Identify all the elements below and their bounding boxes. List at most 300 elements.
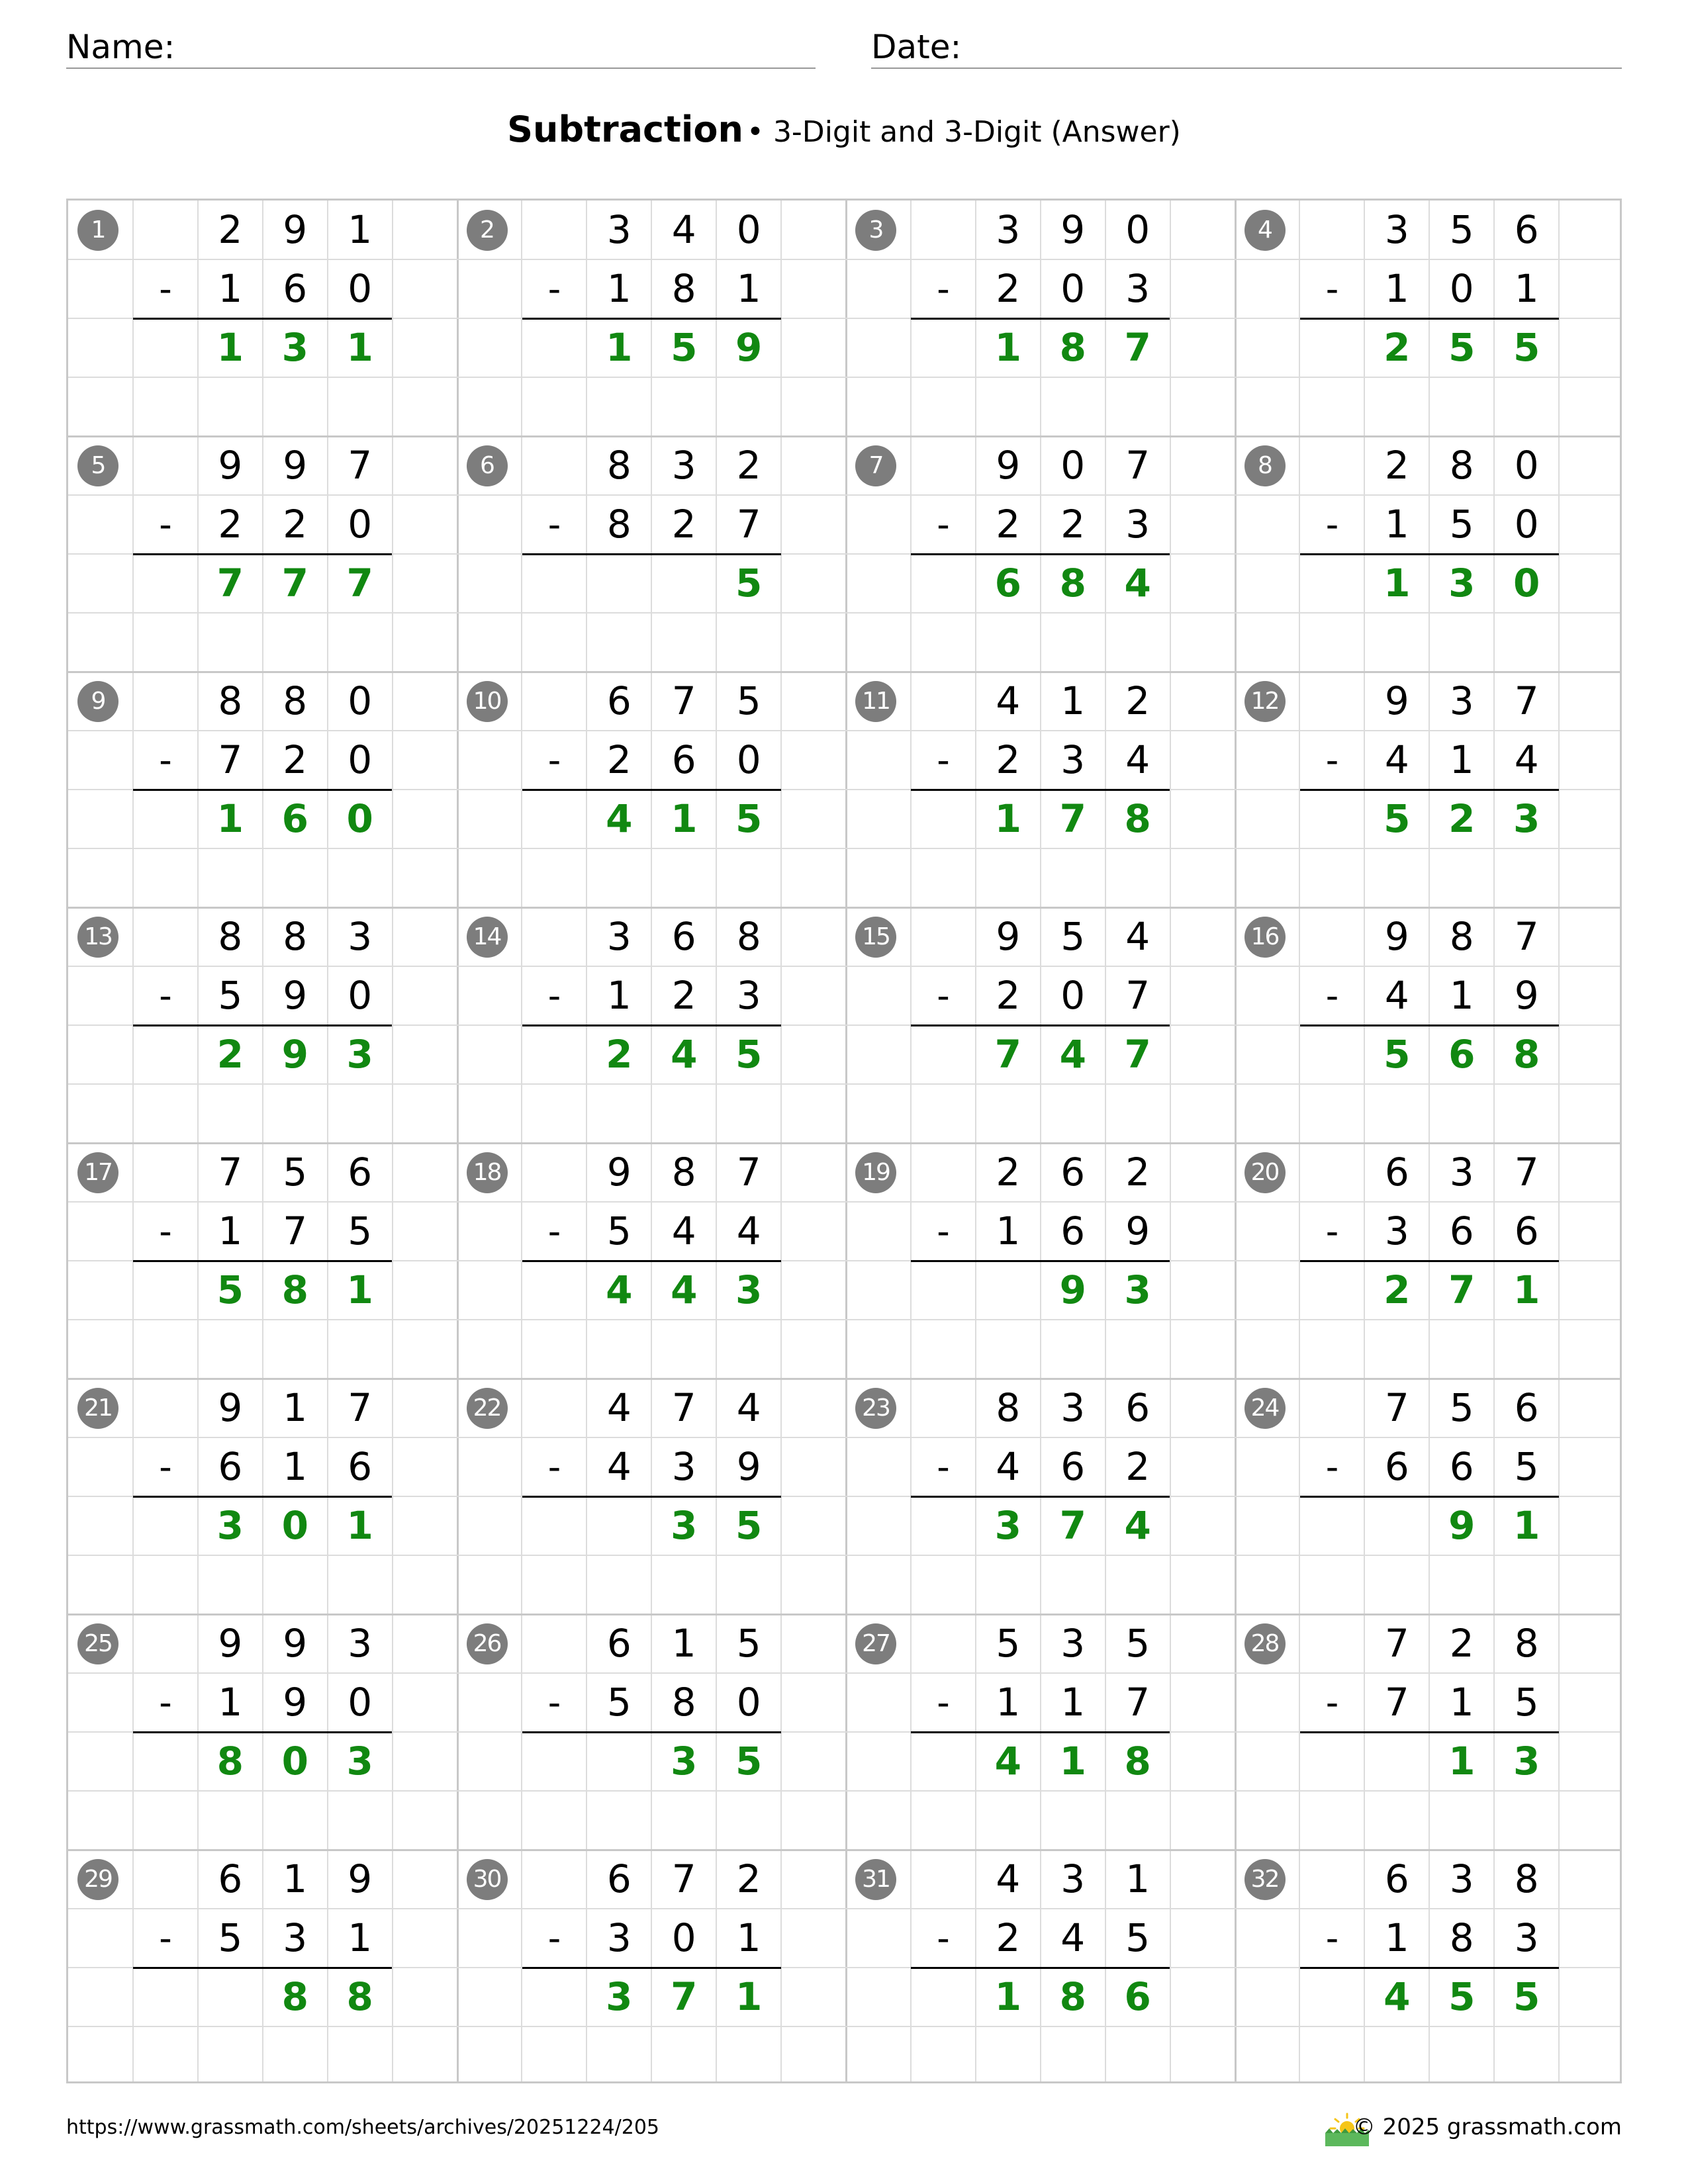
minuend-digit: 3 <box>1060 1385 1086 1430</box>
subtrahend-digit: 0 <box>736 737 761 782</box>
minuend-digit: 6 <box>1060 1150 1086 1195</box>
problem-number-badge: 15 <box>855 917 896 958</box>
minus-sign: - <box>937 504 950 545</box>
minuend-digit: 3 <box>348 1621 373 1666</box>
subtrahend-digit: 4 <box>1125 737 1150 782</box>
problem-number-badge: 1 <box>77 210 118 251</box>
subtrahend-digit: 9 <box>283 1680 308 1725</box>
problem-number-badge: 11 <box>855 681 896 722</box>
subtrahend-digit: 5 <box>606 1680 632 1725</box>
minuend-digit: 7 <box>1384 1385 1409 1430</box>
subtrahend-digit: 8 <box>1449 1915 1474 1960</box>
minus-sign: - <box>1325 268 1339 310</box>
problem <box>846 436 1235 672</box>
problem-number-badge: 5 <box>77 445 118 486</box>
minuend-digit: 0 <box>1514 443 1539 488</box>
subtrahend-digit: 0 <box>1449 266 1474 311</box>
problem-number-badge: 31 <box>855 1859 896 1900</box>
subtrahend-digit: 2 <box>996 973 1021 1018</box>
answer-digit: 4 <box>606 796 633 841</box>
answer-digit: 0 <box>1513 561 1540 606</box>
problem <box>1235 1379 1622 1614</box>
answer-digit: 1 <box>1059 1739 1086 1784</box>
answer-digit: 4 <box>1383 1974 1411 2019</box>
answer-digit: 4 <box>1059 1032 1086 1077</box>
answer-digit: 5 <box>671 325 698 370</box>
answer-digit: 8 <box>281 1267 308 1312</box>
subtrahend-digit: 6 <box>1384 1444 1409 1489</box>
subtrahend-digit: 2 <box>671 502 696 547</box>
minuend-digit: 4 <box>736 1385 761 1430</box>
minuend-digit: 8 <box>218 678 243 723</box>
problem <box>457 907 847 1143</box>
subtrahend-digit: 3 <box>736 973 761 1018</box>
minuend-digit: 8 <box>606 443 632 488</box>
subtrahend-digit: 5 <box>1514 1444 1539 1489</box>
minus-sign: - <box>937 268 950 310</box>
subtrahend-digit: 2 <box>218 502 243 547</box>
answer-digit: 7 <box>1124 325 1151 370</box>
minuend-digit: 6 <box>1384 1150 1409 1195</box>
minuend-digit: 7 <box>1514 914 1539 959</box>
problem <box>457 1850 847 2083</box>
minuend-digit: 2 <box>736 1856 761 1901</box>
subtrahend-digit: 6 <box>1060 1444 1086 1489</box>
problem-number-badge: 20 <box>1244 1152 1286 1193</box>
minuend-digit: 9 <box>218 443 243 488</box>
answer-digit: 1 <box>346 1503 373 1548</box>
problem-number-badge: 21 <box>77 1388 118 1429</box>
minuend-digit: 8 <box>1449 443 1474 488</box>
answer-digit: 4 <box>1124 561 1151 606</box>
problem-number-badge: 14 <box>467 917 508 958</box>
answer-digit: 6 <box>1124 1974 1151 2019</box>
answer-digit: 4 <box>994 1739 1021 1784</box>
minuend-digit: 8 <box>996 1385 1021 1430</box>
minuend-digit: 9 <box>218 1621 243 1666</box>
problem <box>846 1143 1235 1379</box>
problem-number-badge: 13 <box>77 917 118 958</box>
answer-digit: 1 <box>735 1974 763 2019</box>
answer-digit: 7 <box>1059 1503 1086 1548</box>
subtrahend-digit: 2 <box>996 266 1021 311</box>
answer-digit: 0 <box>281 1739 308 1784</box>
minus-sign: - <box>547 268 561 310</box>
problem <box>1235 672 1622 907</box>
minuend-digit: 2 <box>218 207 243 252</box>
answer-digit: 1 <box>346 325 373 370</box>
problem-number-badge: 23 <box>855 1388 896 1429</box>
subtrahend-digit: 8 <box>606 502 632 547</box>
answer-digit: 9 <box>1448 1503 1476 1548</box>
subtrahend-digit: 9 <box>1514 973 1539 1018</box>
subtrahend-digit: 4 <box>606 1444 632 1489</box>
subtrahend-digit: 2 <box>1125 1444 1150 1489</box>
footer-url: https://www.grassmath.com/sheets/archives/20251224/205 <box>66 2116 660 2139</box>
minuend-digit: 6 <box>1514 207 1539 252</box>
minuend-digit: 6 <box>1125 1385 1150 1430</box>
title-subtitle: • 3-Digit and 3-Digit (Answer) <box>747 115 1181 149</box>
minuend-digit: 7 <box>1514 1150 1539 1195</box>
subtrahend-digit: 2 <box>996 737 1021 782</box>
title-main: Subtraction <box>507 109 743 150</box>
subtrahend-digit: 5 <box>606 1208 632 1253</box>
answer-digit: 9 <box>735 325 763 370</box>
answer-digit: 3 <box>1513 1739 1540 1784</box>
subtrahend-digit: 0 <box>1514 502 1539 547</box>
minuend-digit: 5 <box>1125 1621 1150 1666</box>
problem-number-badge: 9 <box>77 681 118 722</box>
problem <box>457 1379 847 1614</box>
problem <box>457 672 847 907</box>
problem <box>1235 907 1622 1143</box>
answer-digit: 9 <box>1059 1267 1086 1312</box>
minuend-digit: 2 <box>996 1150 1021 1195</box>
answer-digit: 5 <box>735 796 763 841</box>
minuend-digit: 2 <box>1125 1150 1150 1195</box>
minuend-digit: 6 <box>348 1150 373 1195</box>
problem <box>68 672 457 907</box>
answer-digit: 7 <box>281 561 308 606</box>
minus-sign: - <box>159 1682 172 1723</box>
problem-number-badge: 16 <box>1244 917 1286 958</box>
answer-digit: 5 <box>1513 325 1540 370</box>
subtrahend-digit: 0 <box>348 737 373 782</box>
subtrahend-digit: 5 <box>1514 1680 1539 1725</box>
subtrahend-digit: 8 <box>671 266 696 311</box>
problem <box>1235 1850 1622 2083</box>
answer-digit: 1 <box>1448 1739 1476 1784</box>
answer-digit: 1 <box>994 1974 1021 2019</box>
answer-digit: 3 <box>281 325 308 370</box>
subtrahend-digit: 1 <box>218 1208 243 1253</box>
minus-sign: - <box>159 1210 172 1252</box>
answer-digit: 1 <box>994 325 1021 370</box>
subtrahend-digit: 6 <box>1449 1444 1474 1489</box>
minuend-digit: 3 <box>1449 678 1474 723</box>
answer-digit: 5 <box>735 561 763 606</box>
problem <box>1235 1614 1622 1850</box>
answer-digit: 1 <box>606 325 633 370</box>
problem <box>846 1850 1235 2083</box>
date-field[interactable] <box>871 26 1622 69</box>
subtrahend-digit: 0 <box>671 1915 696 1960</box>
problem-number-badge: 24 <box>1244 1388 1286 1429</box>
answer-digit: 4 <box>606 1267 633 1312</box>
answer-digit: 5 <box>735 1032 763 1077</box>
answer-digit: 3 <box>346 1739 373 1784</box>
answer-digit: 1 <box>671 796 698 841</box>
answer-digit: 8 <box>1124 796 1151 841</box>
minus-sign: - <box>1325 975 1339 1017</box>
answer-digit: 5 <box>1448 325 1476 370</box>
answer-digit: 7 <box>994 1032 1021 1077</box>
minuend-digit: 6 <box>1514 1385 1539 1430</box>
answer-digit: 1 <box>216 325 244 370</box>
problem <box>846 1379 1235 1614</box>
minuend-digit: 7 <box>671 1385 696 1430</box>
answer-digit: 3 <box>606 1974 633 2019</box>
problem-number-badge: 12 <box>1244 681 1286 722</box>
answer-digit: 1 <box>1383 561 1411 606</box>
problem <box>846 672 1235 907</box>
minuend-digit: 9 <box>1060 207 1086 252</box>
problem <box>457 201 847 436</box>
minuend-digit: 3 <box>1060 1621 1086 1666</box>
subtrahend-digit: 1 <box>1384 1915 1409 1960</box>
problem-number-badge: 4 <box>1244 210 1286 251</box>
answer-digit: 7 <box>671 1974 698 2019</box>
minuend-digit: 7 <box>671 678 696 723</box>
worksheet-title <box>0 106 1688 162</box>
answer-digit: 3 <box>1513 796 1540 841</box>
problem <box>68 907 457 1143</box>
minus-sign: - <box>159 975 172 1017</box>
minus-sign: - <box>1325 1682 1339 1723</box>
problem <box>68 1614 457 1850</box>
minuend-digit: 9 <box>996 914 1021 959</box>
answer-digit: 1 <box>216 796 244 841</box>
subtrahend-digit: 5 <box>218 1915 243 1960</box>
answer-digit: 8 <box>216 1739 244 1784</box>
answer-digit: 5 <box>216 1267 244 1312</box>
minus-sign: - <box>547 1917 561 1959</box>
problem <box>457 1614 847 1850</box>
subtrahend-digit: 7 <box>736 502 761 547</box>
answer-digit: 6 <box>1448 1032 1476 1077</box>
answer-digit: 3 <box>735 1267 763 1312</box>
subtrahend-digit: 0 <box>348 973 373 1018</box>
problem-number-badge: 22 <box>467 1388 508 1429</box>
minuend-digit: 9 <box>218 1385 243 1430</box>
minuend-digit: 3 <box>996 207 1021 252</box>
minuend-digit: 0 <box>1060 443 1086 488</box>
minuend-digit: 9 <box>283 1621 308 1666</box>
minuend-digit: 8 <box>1514 1621 1539 1666</box>
answer-digit: 4 <box>1124 1503 1151 1548</box>
minuend-digit: 4 <box>671 207 696 252</box>
subtrahend-digit: 0 <box>348 502 373 547</box>
subtrahend-digit: 0 <box>348 266 373 311</box>
minuend-digit: 6 <box>606 678 632 723</box>
answer-digit: 7 <box>346 561 373 606</box>
answer-digit: 7 <box>1448 1267 1476 1312</box>
problem-number-badge: 19 <box>855 1152 896 1193</box>
problem <box>846 201 1235 436</box>
answer-digit: 3 <box>216 1503 244 1548</box>
answer-digit: 6 <box>994 561 1021 606</box>
answer-digit: 0 <box>346 796 373 841</box>
subtrahend-digit: 2 <box>996 1915 1021 1960</box>
answer-digit: 1 <box>994 796 1021 841</box>
subtrahend-digit: 1 <box>606 973 632 1018</box>
answer-digit: 3 <box>346 1032 373 1077</box>
minuend-digit: 1 <box>671 1621 696 1666</box>
subtrahend-digit: 7 <box>1125 973 1150 1018</box>
minuend-digit: 8 <box>1449 914 1474 959</box>
minus-sign: - <box>547 739 561 781</box>
minuend-digit: 8 <box>1514 1856 1539 1901</box>
subtrahend-digit: 1 <box>283 1444 308 1489</box>
minuend-digit: 3 <box>1060 1856 1086 1901</box>
minus-sign: - <box>159 739 172 781</box>
subtrahend-digit: 3 <box>283 1915 308 1960</box>
subtrahend-digit: 1 <box>1514 266 1539 311</box>
minus-sign: - <box>159 268 172 310</box>
problem-number-badge: 8 <box>1244 445 1286 486</box>
subtrahend-digit: 6 <box>1060 1208 1086 1253</box>
answer-digit: 5 <box>1383 1032 1411 1077</box>
subtrahend-digit: 1 <box>1449 737 1474 782</box>
minuend-digit: 1 <box>283 1856 308 1901</box>
problem-grid <box>66 199 1622 2083</box>
answer-digit: 1 <box>346 1267 373 1312</box>
minus-sign: - <box>1325 739 1339 781</box>
minuend-digit: 6 <box>1384 1856 1409 1901</box>
answer-digit: 4 <box>671 1267 698 1312</box>
minuend-digit: 3 <box>348 914 373 959</box>
minuend-digit: 6 <box>606 1621 632 1666</box>
subtrahend-digit: 1 <box>996 1208 1021 1253</box>
subtrahend-digit: 6 <box>283 266 308 311</box>
problem-number-badge: 6 <box>467 445 508 486</box>
subtrahend-digit: 1 <box>736 1915 761 1960</box>
minuend-digit: 3 <box>1384 207 1409 252</box>
problem <box>68 436 457 672</box>
answer-digit: 2 <box>1383 1267 1411 1312</box>
subtrahend-digit: 1 <box>606 266 632 311</box>
problem <box>68 201 457 436</box>
problem <box>68 1850 457 2083</box>
answer-digit: 2 <box>1383 325 1411 370</box>
problem <box>846 1614 1235 1850</box>
date-label: Date: <box>871 28 962 66</box>
problem-number-badge: 2 <box>467 210 508 251</box>
answer-digit: 8 <box>1059 561 1086 606</box>
minuend-digit: 9 <box>606 1150 632 1195</box>
subtrahend-digit: 4 <box>1384 737 1409 782</box>
minuend-digit: 6 <box>606 1856 632 1901</box>
answer-digit: 8 <box>346 1974 373 2019</box>
subtrahend-digit: 3 <box>1514 1915 1539 1960</box>
subtrahend-digit: 5 <box>1449 502 1474 547</box>
answer-digit: 7 <box>216 561 244 606</box>
subtrahend-digit: 6 <box>671 737 696 782</box>
answer-digit: 5 <box>1383 796 1411 841</box>
subtrahend-digit: 1 <box>348 1915 373 1960</box>
minuend-digit: 6 <box>218 1856 243 1901</box>
answer-digit: 8 <box>1124 1739 1151 1784</box>
subtrahend-digit: 4 <box>1384 973 1409 1018</box>
minuend-digit: 9 <box>283 207 308 252</box>
minuend-digit: 8 <box>283 914 308 959</box>
answer-digit: 3 <box>994 1503 1021 1548</box>
minuend-digit: 7 <box>736 1150 761 1195</box>
answer-digit: 8 <box>1059 325 1086 370</box>
subtrahend-digit: 2 <box>996 502 1021 547</box>
minuend-digit: 5 <box>1449 1385 1474 1430</box>
answer-digit: 4 <box>671 1032 698 1077</box>
answer-digit: 3 <box>1448 561 1476 606</box>
problem <box>457 1143 847 1379</box>
name-field[interactable] <box>66 26 816 69</box>
subtrahend-digit: 0 <box>736 1680 761 1725</box>
subtrahend-digit: 3 <box>1125 266 1150 311</box>
subtrahend-digit: 1 <box>736 266 761 311</box>
subtrahend-digit: 9 <box>283 973 308 1018</box>
answer-digit: 6 <box>281 796 308 841</box>
answer-digit: 7 <box>1124 1032 1151 1077</box>
subtrahend-digit: 8 <box>671 1680 696 1725</box>
answer-digit: 2 <box>216 1032 244 1077</box>
answer-digit: 5 <box>735 1503 763 1548</box>
subtrahend-digit: 5 <box>1125 1915 1150 1960</box>
subtrahend-digit: 7 <box>1125 1680 1150 1725</box>
minuend-digit: 1 <box>283 1385 308 1430</box>
subtrahend-digit: 1 <box>218 1680 243 1725</box>
subtrahend-digit: 1 <box>1384 266 1409 311</box>
answer-digit: 2 <box>606 1032 633 1077</box>
problem-number-badge: 32 <box>1244 1859 1286 1900</box>
minuend-digit: 7 <box>348 1385 373 1430</box>
minuend-digit: 0 <box>1125 207 1150 252</box>
problem <box>68 1143 457 1379</box>
minuend-digit: 9 <box>348 1856 373 1901</box>
subtrahend-digit: 2 <box>606 737 632 782</box>
minuend-digit: 5 <box>1449 207 1474 252</box>
minuend-digit: 2 <box>1384 443 1409 488</box>
subtrahend-digit: 5 <box>348 1208 373 1253</box>
problem-number-badge: 3 <box>855 210 896 251</box>
footer-copyright: © 2025 grassmath.com <box>1352 2114 1622 2140</box>
problem-number-badge: 17 <box>77 1152 118 1193</box>
minus-sign: - <box>547 1210 561 1252</box>
problem-number-badge: 26 <box>467 1623 508 1664</box>
minus-sign: - <box>547 975 561 1017</box>
subtrahend-digit: 4 <box>671 1208 696 1253</box>
minuend-digit: 9 <box>283 443 308 488</box>
minuend-digit: 5 <box>736 1621 761 1666</box>
subtrahend-digit: 4 <box>1060 1915 1086 1960</box>
minuend-digit: 2 <box>1449 1621 1474 1666</box>
minuend-digit: 0 <box>348 678 373 723</box>
problem-number-badge: 10 <box>467 681 508 722</box>
problem-number-badge: 18 <box>467 1152 508 1193</box>
answer-digit: 9 <box>281 1032 308 1077</box>
minus-sign: - <box>937 1210 950 1252</box>
subtrahend-digit: 6 <box>348 1444 373 1489</box>
minuend-digit: 3 <box>1449 1150 1474 1195</box>
problem-number-badge: 7 <box>855 445 896 486</box>
name-label: Name: <box>66 28 175 66</box>
subtrahend-digit: 0 <box>1060 973 1086 1018</box>
subtrahend-digit: 6 <box>1449 1208 1474 1253</box>
minus-sign: - <box>159 504 172 545</box>
answer-digit: 0 <box>281 1503 308 1548</box>
subtrahend-digit: 1 <box>1449 1680 1474 1725</box>
answer-digit: 7 <box>1059 796 1086 841</box>
minuend-digit: 5 <box>1060 914 1086 959</box>
problem <box>1235 1143 1622 1379</box>
minuend-digit: 8 <box>218 914 243 959</box>
minuend-digit: 3 <box>606 207 632 252</box>
answer-digit: 5 <box>1513 1974 1540 2019</box>
problem-number-badge: 27 <box>855 1623 896 1664</box>
subtrahend-digit: 9 <box>1125 1208 1150 1253</box>
minus-sign: - <box>159 1446 172 1488</box>
minuend-digit: 4 <box>996 678 1021 723</box>
answer-digit: 3 <box>671 1503 698 1548</box>
